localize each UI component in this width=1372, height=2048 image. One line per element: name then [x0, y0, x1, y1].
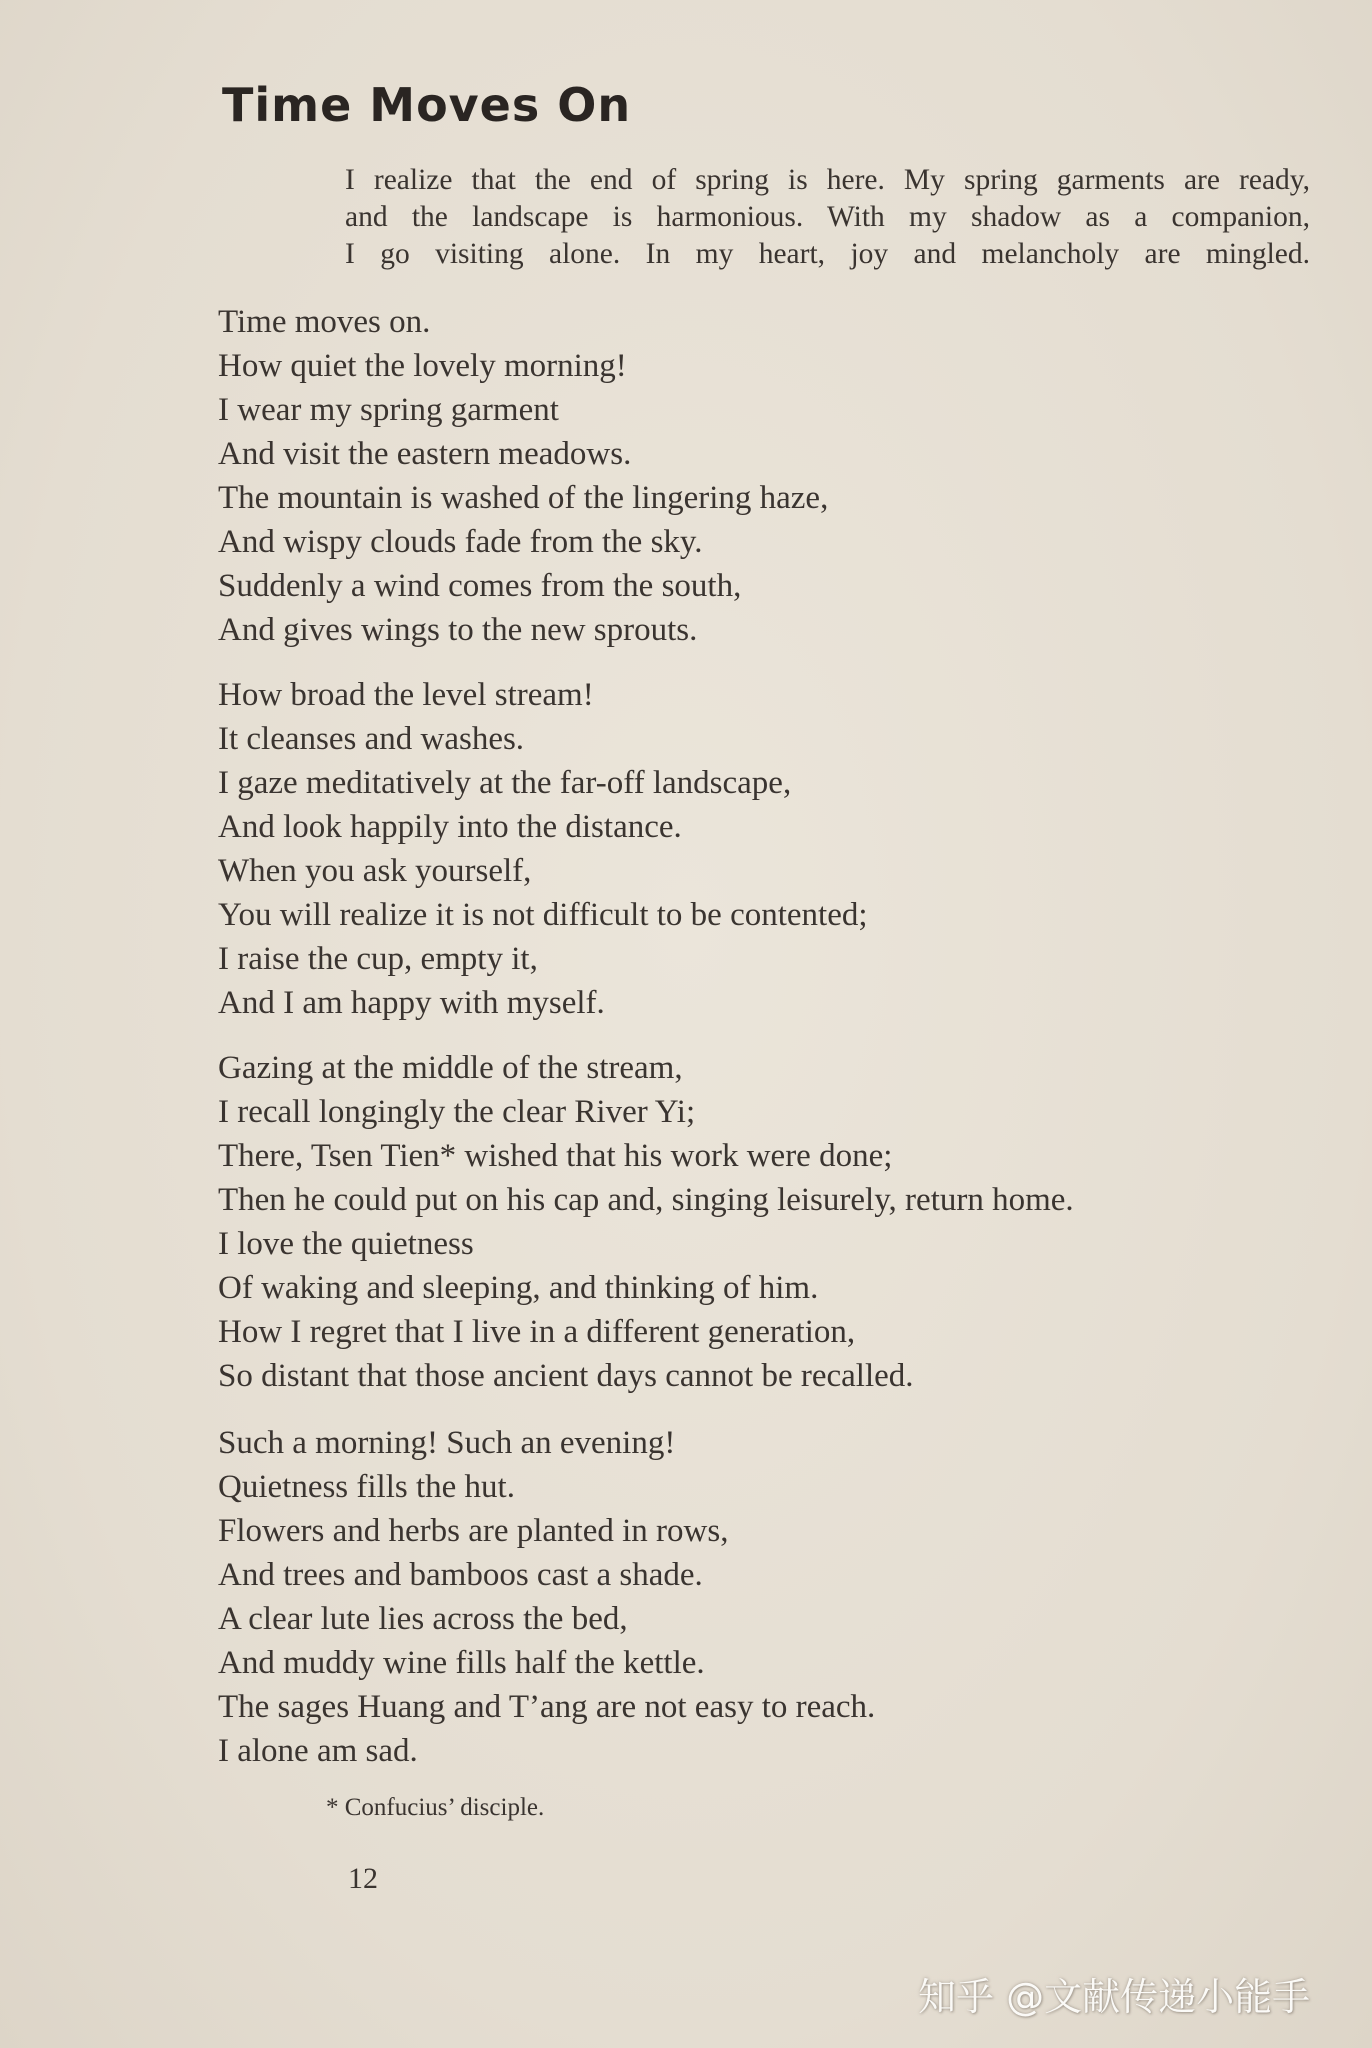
- poem-line: Flowers and herbs are planted in rows,: [218, 1513, 729, 1549]
- poem-line: I recall longingly the clear River Yi;: [218, 1094, 696, 1130]
- poem-line: And trees and bamboos cast a shade.: [218, 1557, 703, 1593]
- poem-line: And wispy clouds fade from the sky.: [218, 524, 703, 560]
- poem-line: How broad the level stream!: [218, 677, 594, 713]
- stanza-1: [218, 300, 828, 652]
- poem-line: Then he could put on his cap and, singing leisurely, return home.: [218, 1182, 1074, 1218]
- poem-line: When you ask yourself,: [218, 853, 532, 889]
- poem-line: Of waking and sleeping, and thinking of him.: [218, 1270, 819, 1306]
- poem-line: Such a morning! Such an evening!: [218, 1425, 676, 1461]
- poem-line: So distant that those ancient days cannot be recalled.: [218, 1358, 914, 1394]
- poem-line: I raise the cup, empty it,: [218, 941, 538, 977]
- poem-line: The mountain is washed of the lingering haze,: [218, 480, 829, 516]
- poem-line: And gives wings to the new sprouts.: [218, 612, 698, 648]
- poem-title: Time Moves On: [222, 78, 632, 132]
- poem-line: The sages Huang and T’ang are not easy to reach.: [218, 1689, 876, 1725]
- poem-line: It cleanses and washes.: [218, 721, 525, 757]
- poem-line: And look happily into the distance.: [218, 809, 682, 845]
- page-number: 12: [348, 1862, 378, 1895]
- poem-line: There, Tsen Tien* wished that his work were done;: [218, 1138, 893, 1174]
- poem-line: A clear lute lies across the bed,: [218, 1601, 628, 1637]
- poem-line: How I regret that I live in a different generation,: [218, 1314, 856, 1350]
- stanza-3: [218, 1046, 1074, 1398]
- stanza-4: [218, 1421, 875, 1773]
- poem-line: I gaze meditatively at the far-off landscape,: [218, 765, 792, 801]
- poem-line: Gazing at the middle of the stream,: [218, 1050, 683, 1086]
- poem-line: Suddenly a wind comes from the south,: [218, 568, 742, 604]
- poem-line: And visit the eastern meadows.: [218, 436, 632, 472]
- poem-line: I love the quietness: [218, 1226, 474, 1262]
- intro-paragraph: [345, 162, 1310, 273]
- poem-line: And I am happy with myself.: [218, 985, 605, 1021]
- stanza-2: [218, 673, 868, 1025]
- intro-line: I realize that the end of spring is here. My spring garments are ready,: [345, 164, 1310, 196]
- poem-line: Quietness fills the hut.: [218, 1469, 515, 1505]
- footnote: * Confucius’ disciple.: [326, 1794, 545, 1821]
- watermark: 知乎 @文献传递小能手: [918, 1975, 1311, 2019]
- poem-line: And muddy wine fills half the kettle.: [218, 1645, 705, 1681]
- poem-line: How quiet the lovely morning!: [218, 348, 627, 384]
- poem-line: I wear my spring garment: [218, 392, 559, 428]
- intro-line: and the landscape is harmonious. With my shadow as a companion,: [345, 201, 1310, 233]
- poem-line: You will realize it is not difficult to be contented;: [218, 897, 868, 933]
- poem-line: Time moves on.: [218, 304, 431, 340]
- intro-line: I go visiting alone. In my heart, joy and melancholy are mingled.: [345, 238, 1310, 270]
- poem-line: I alone am sad.: [218, 1733, 418, 1769]
